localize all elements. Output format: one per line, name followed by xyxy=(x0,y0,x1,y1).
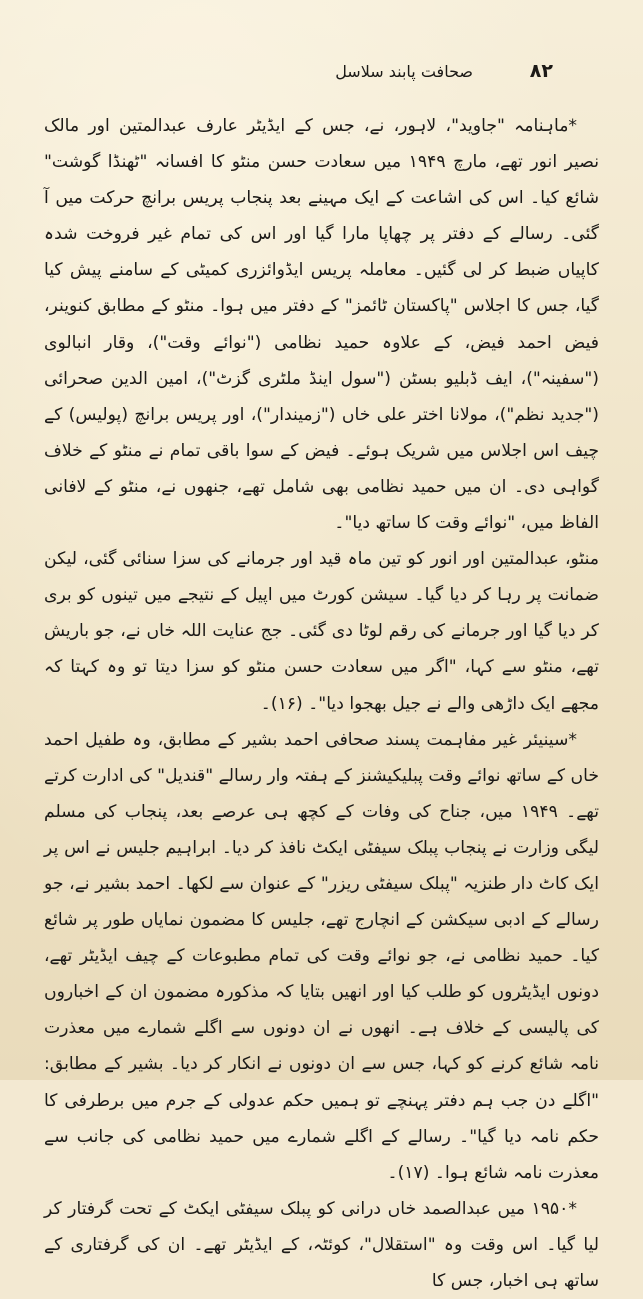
paragraph-qandeel-ahmad-bashir: *سینیئر غیر مفاہمت پسند صحافی احمد بشیر کے مطابق، وہ طفیل احمد خاں کے ساتھ نوائے وقت پبلیکیشنز کے ہفتہ وار رسالے "قندیل" کی ادارت کرتے تھے۔ ۱۹۴۹ میں، جناح کی وفات کے کچھ ہی عرصے بعد، پنجاب کی مسلم لیگی وزارت نے پنجاب پبلک سیفٹی ایکٹ نافذ کر دیا۔ ابراہیم جلیس نے اس پر ایک کاٹ دار طنزیہ "پبلک سیفٹی ریزر" کے عنوان سے لکھا۔ احمد بشیر نے، جو رسالے کے ادبی سیکشن کے انچارج تھے، جلیس کا مضمون نمایاں طور پر شائع کیا۔ حمید نظامی نے، جو نوائے وقت کی تمام مطبوعات کے چیف ایڈیٹر تھے، دونوں ایڈیٹروں کو طلب کیا اور انھیں بتایا کہ مذکورہ مضمون ان کے اخباروں کی پالیسی کے خلاف ہے۔ انھوں نے ان دونوں سے اگلے شمارے میں معذرت نامہ شائع کرنے کو کہا، جس سے ان دونوں نے انکار کر دیا۔ بشیر کے مطابق: "اگلے دن جب ہم دفتر پہنچے تو ہمیں حکم عدولی کے جرم میں برطرفی کا حکم نامہ دیا گیا"۔ رسالے کے اگلے شمارے میں حمید نظامی کی جانب سے معذرت نامہ شائع ہوا۔ (۱۷)۔ xyxy=(44,729,599,1183)
paragraph-court-verdict: منٹو، عبدالمتین اور انور کو تین ماہ قید اور جرمانے کی سزا سنائی گئی، لیکن ضمانت پر رہا کر دیا گیا۔ سیشن کورٹ میں اپیل کے نتیجے میں تینوں کو بری کر دیا گیا اور جرمانے کی رقم لوٹا دی گئی۔ جج عنایت اللہ خاں نے، جو باریش تھے، منٹو سے کہا، "اگر میں سعادت حسن منٹو کو سزا دیتا تو وہ کہتا کہ مجھے ایک داڑھی والے نے جیل بھجوا دیا"۔ (۱۶)۔ xyxy=(44,549,599,714)
running-title: صحافت پابند سلاسل xyxy=(335,62,473,81)
paragraph-javed-thanda-gosht: *ماہنامہ "جاوید"، لاہور، نے، جس کے ایڈیٹر عارف عبدالمتین اور مالک نصیر انور تھے، مارچ ۱۹۴۹ میں سعادت حسن منٹو کا افسانہ "ٹھنڈا گوشت" شائع کیا۔ اس کی اشاعت کے ایک مہینے بعد پنجاب پریس برانچ حرکت میں آ گئی۔ رسالے کے دفتر پر چھاپا مارا گیا اور اس کی تمام غیر فروخت شدہ کاپیاں ضبط کر لی گئیں۔ معاملہ پریس ایڈوائزری کمیٹی کے سامنے پیش کیا گیا، جس کا اجلاس "پاکستان ٹائمز" کے دفتر میں ہوا۔ منٹو کے مطابق کنوینر، فیض احمد فیض، کے علاوہ حمید نظامی ("نوائے وقت")، وقار انبالوی ("سفینہ")، ایف ڈبلیو بسٹن ("سول اینڈ ملٹری گزٹ")، امین الدین صحرائی ("جدید نظم")، مولانا اختر علی خاں ("زمیندار")، اور پریس برانچ (پولیس) کے چیف اس اجلاس میں شریک ہوئے۔ فیض کے سوا باقی تمام نے منٹو کے خلاف گواہی دی۔ ان میں حمید نظامی بھی شامل تھے، جنھوں نے، منٹو کے لافانی الفاظ میں، "نوائے وقت کا ساتھ دیا"۔ xyxy=(44,116,599,534)
page-number: ۸۲ xyxy=(529,60,553,82)
body-text xyxy=(44,108,599,1291)
paragraph-durrani-arrest: *۱۹۵۰ میں عبدالصمد خاں درانی کو پبلک سیفٹی ایکٹ کے تحت گرفتار کر لیا گیا۔ اس وقت وہ "استقلال"، کوئٹہ، کے ایڈیٹر تھے۔ ان کی گرفتاری کے ساتھ ہی اخبار، جس کا xyxy=(44,1198,599,1291)
page-header xyxy=(120,60,553,90)
